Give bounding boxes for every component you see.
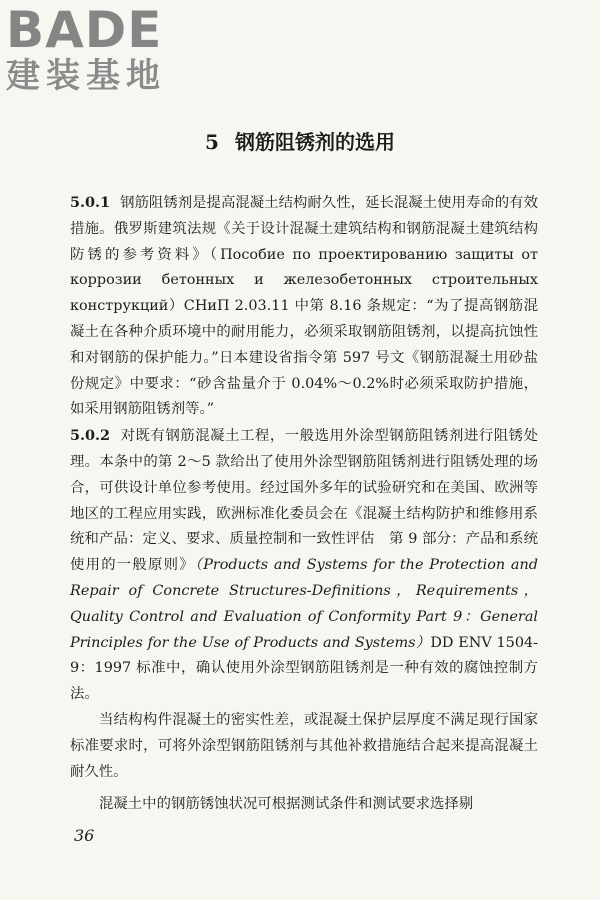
clause-number: 5.0.2 — [70, 427, 111, 445]
bade-logo — [6, 1, 166, 96]
section-title-text: 钢筋阻锈剂的选用 — [234, 130, 395, 154]
clause-english-reference: （Products and Systems for the Protection and Repair of Concrete Structures-Definitions，Requirements，Quality Control and Evaluation of Conformity Part 9：General Principles for the Use of Products and Systems） — [70, 557, 538, 651]
logo-wordmark: BADE — [6, 1, 163, 59]
clause-5-0-1 — [70, 190, 538, 423]
clause-5-0-2 — [70, 423, 538, 708]
clause-text: 钢筋阻锈剂是提高混凝土结构耐久性，延长混凝土使用寿命的有效措施。俄罗斯建筑法规《关于设计混凝土建筑结构和钢筋混凝土建筑结构防锈的参考资料》（Пособие по проектированию защиты от коррозии бетонных и железобетонных строительных конструкций）СНиП 2.03.11 中第 8.16 条规定：“为了提高钢筋混凝土在各种介质环境中的耐用能力，必须采取钢筋阻锈剂，以提高抗蚀性和对钢筋的保护能力。”日本建设省指令第 597 号文《钢筋混凝土用砂盐份规定》中要求：“砂含盐量介于 0.04%～0.2%时必须采取防护措施，如采用钢筋阻锈剂等。” — [70, 195, 538, 418]
clause-text: 对既有钢筋混凝土工程，一般选用外涂型钢筋阻锈剂进行阻锈处理。本条中的第 2～5 款给出了使用外涂型钢筋阻锈剂进行阻锈处理的场合，可供设计单位参考使用。经过国外多年的试验研究和在美国、欧洲等地区的工程应用实践，欧洲标准化委员会在《混凝土结构防护和维修用系统和产品：定义、要求、质量控制和一致性评估 第 9 部分：产品和系统使用的一般原则》 — [70, 428, 538, 574]
clause-number: 5.0.1 — [70, 194, 111, 211]
body-text — [70, 190, 538, 818]
clause-text-continued: DD ENV 1504-9：1997 标准中，确认使用外涂型钢筋阻锈剂是一种有效的腐蚀控制方法。 — [70, 634, 538, 703]
section-title — [0, 127, 600, 157]
paragraph: 当结构构件混凝土的密实性差，或混凝土保护层厚度不满足现行国家标准要求时，可将外涂型钢筋阻锈剂与其他补救措施结合起来提高混凝土耐久性。 — [70, 711, 538, 780]
section-number: 5 — [205, 130, 219, 154]
page-number: 36 — [74, 826, 95, 845]
logo-subtitle: 建装基地 — [6, 56, 166, 96]
paragraph: 混凝土中的钢筋锈蚀状况可根据测试条件和测试要求选择剔 — [99, 796, 474, 813]
